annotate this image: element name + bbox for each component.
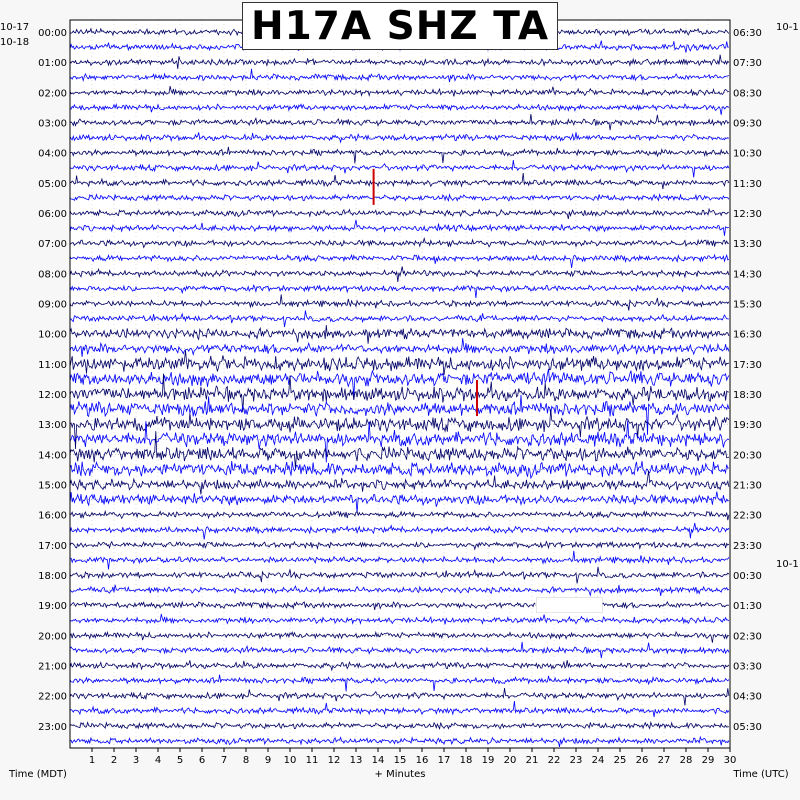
left-time-label: 18:00 [38,571,67,582]
right-time-label: 23:30 [733,540,762,552]
x-tick-label: 8 [242,755,250,766]
x-tick-label: 7 [220,755,228,766]
right-time-label: 11:30 [733,178,762,190]
x-tick-label: 13 [349,755,363,766]
left-time-label: 17:00 [38,540,67,552]
x-tick-label: 5 [176,755,184,766]
x-tick-label: 1 [88,755,96,766]
right-time-label: 20:30 [733,450,762,462]
left-time-label: 07:00 [38,239,67,251]
left-time-label: 01:00 [38,58,67,70]
right-time-label: 10:30 [733,148,762,160]
x-tick-label: 9 [264,755,272,766]
x-tick-label: 24 [591,755,605,766]
right-time-label: 16:30 [733,329,762,341]
x-tick-label: 10 [283,755,297,766]
x-tick-label: 21 [525,755,539,766]
x-tick-label: 4 [154,755,162,766]
left-time-label: 20:00 [38,631,67,643]
right-time-label: 06:30 [733,28,762,39]
right-time-label: 13:30 [733,239,762,251]
x-tick-label: 22 [547,755,561,766]
left-time-label: 22:00 [38,691,67,703]
right-date-label: 10-1 [776,22,799,33]
left-time-label: 09:00 [38,299,67,311]
right-time-label: 02:30 [733,631,762,643]
x-tick-label: 16 [415,755,429,766]
right-time-label: 22:30 [733,510,762,522]
left-time-label: 00:00 [38,28,67,39]
right-time-label: 12:30 [733,209,762,220]
right-time-label: 17:30 [733,359,762,371]
x-tick-label: 17 [437,755,451,766]
x-tick-label: 6 [198,755,206,766]
x-tick-label: 20 [503,755,517,766]
left-time-label: 04:00 [38,148,67,160]
left-time-label: 11:00 [38,359,67,371]
right-time-label: 07:30 [733,58,762,70]
right-time-label: 01:30 [733,601,762,613]
x-tick-label: 25 [613,755,627,766]
x-tick-label: 26 [635,755,649,766]
left-time-label: 15:00 [38,480,67,492]
right-time-label: 04:30 [733,691,762,703]
x-tick-label: 18 [459,755,473,766]
right-time-label: 21:30 [733,480,762,492]
x-tick-label: 15 [393,755,407,766]
left-time-label: 19:00 [38,601,67,613]
left-time-label: 03:00 [38,118,67,130]
right-axis-title: Time (UTC) [733,769,789,780]
left-time-label: 16:00 [38,510,67,522]
x-tick-label: 3 [132,755,140,766]
x-tick-label: 2 [110,755,118,766]
right-time-label: 15:30 [733,299,762,311]
left-time-label: 02:00 [38,88,67,100]
left-time-label: 12:00 [38,390,67,401]
x-tick-label: 30 [723,755,737,766]
right-time-label: 08:30 [733,88,762,100]
left-time-label: 21:00 [38,661,67,673]
x-tick-label: 29 [701,755,715,766]
left-date-label: 10-18 [0,37,30,48]
x-tick-label: 14 [371,755,385,766]
right-time-label: 18:30 [733,390,762,401]
left-time-label: 10:00 [38,329,67,341]
x-tick-label: 27 [657,755,671,766]
right-date-label: 10-1 [776,559,799,570]
data-gap [536,598,602,613]
x-tick-label: 28 [679,755,693,766]
x-tick-label: 11 [305,755,319,766]
chart-title-box [242,2,558,50]
x-tick-label: 19 [481,755,495,766]
x-tick-label: 12 [327,755,341,766]
x-axis-title: + Minutes [374,769,426,780]
left-time-label: 05:00 [38,178,67,190]
left-time-label: 08:00 [38,269,67,281]
left-time-label: 23:00 [38,721,67,733]
right-time-label: 14:30 [733,269,762,281]
right-time-label: 03:30 [733,661,762,673]
left-date-label: 10-17 [0,22,30,33]
left-time-label: 13:00 [38,420,67,432]
left-time-label: 14:00 [38,450,67,462]
right-time-label: 00:30 [733,571,762,582]
right-time-label: 09:30 [733,118,762,130]
left-axis-title: Time (MDT) [9,769,67,780]
chart-title: H17A SHZ TA [250,3,549,49]
left-time-label: 06:00 [38,209,67,220]
x-tick-label: 23 [569,755,583,766]
right-time-label: 05:30 [733,721,762,733]
right-time-label: 19:30 [733,420,762,432]
